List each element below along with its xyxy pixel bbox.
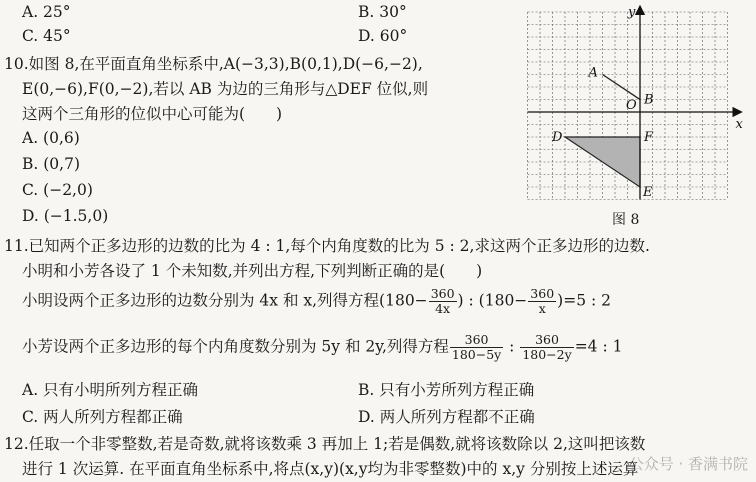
figure-caption: 图 8 <box>612 212 640 228</box>
q12-stem-line1: 12.任取一个非零整数,若是奇数,就将该数乘 3 再加上 1;若是偶数,就将该数除以 2,这叫把该数 <box>4 435 646 453</box>
fraction-360-over-x <box>528 287 556 316</box>
fraction-360-over-4x <box>429 287 457 316</box>
fraction-numerator: 360 <box>530 286 555 301</box>
q11-option-c: C. 两人所列方程都正确 <box>22 408 183 426</box>
label-point-e: E <box>643 185 653 200</box>
xiaofang-suffix: =4 : 1 <box>574 337 623 356</box>
xiaoming-mid: ) : (180− <box>457 291 528 310</box>
xiaoming-equation <box>22 287 611 316</box>
figure-8 <box>505 0 745 232</box>
watermark: 公众号 · 香满书院 <box>628 455 748 473</box>
xiaoming-suffix: )=5 : 2 <box>557 291 611 310</box>
q10-option-d: D. (−1.5,0) <box>22 207 109 225</box>
fraction-denominator: 180−2y <box>522 347 572 362</box>
q10-stem-line2: E(0,−6),F(0,−2),若以 AB 为边的三角形与△DEF 位似,则 <box>22 80 429 98</box>
fraction-denominator: 4x <box>435 301 451 316</box>
fraction-denominator: 180−5y <box>451 347 502 362</box>
q10-option-a: A. (0,6) <box>22 129 80 147</box>
q9-option-a: A. 25° <box>22 3 71 21</box>
fraction-numerator: 360 <box>430 286 455 301</box>
q12-stem-line2: 进行 1 次运算. 在平面直角坐标系中,将点(x,y)(x,y均为非零整数)中的 x,y 分别按上述运算 <box>22 460 639 478</box>
q10-option-b: B. (0,7) <box>22 155 80 173</box>
label-x: x <box>735 117 743 132</box>
q11-stem-line1: 11.已知两个正多边形的边数的比为 4 : 1,每个内角度数的比为 5 : 2,求这两个正多边形的边数. <box>4 237 650 255</box>
xiaoming-prefix: 小明设两个正多边形的边数分别为 4x 和 x,列得方程(180− <box>22 291 428 310</box>
xiaofang-prefix: 小芳设两个正多边形的每个内角度数分别为 5y 和 2y,列得方程 <box>22 337 449 356</box>
q10-stem-line1: 10.如图 8,在平面直角坐标系中,A(−3,3),B(0,1),D(−6,−2), <box>4 55 423 73</box>
q9-option-d: D. 60° <box>358 27 408 45</box>
fraction-numerator: 360 <box>520 333 573 348</box>
fraction-360-over-180-5y <box>450 333 503 362</box>
label-point-b: B <box>644 92 654 108</box>
q10-stem-line3: 这两个三角形的位似中心可能为( ) <box>22 105 283 123</box>
label-origin: O <box>626 98 637 113</box>
label-point-d: D <box>552 130 563 145</box>
q9-option-b: B. 30° <box>358 3 407 21</box>
fraction-360-over-180-2y <box>520 333 573 362</box>
fraction-denominator: x <box>538 301 546 316</box>
q11-stem-line2: 小明和小芳各设了 1 个未知数,并列出方程,下列判断正确的是( ) <box>22 262 483 280</box>
q9-option-c: C. 45° <box>22 27 71 45</box>
xiaofang-equation <box>22 333 622 362</box>
fraction-numerator: 360 <box>450 333 503 348</box>
label-y: y <box>628 5 636 20</box>
coordinate-grid-figure <box>505 0 745 232</box>
q11-option-b: B. 只有小芳所列方程正确 <box>358 381 535 399</box>
label-point-f: F <box>644 130 654 145</box>
q10-option-c: C. (−2,0) <box>22 181 93 199</box>
label-point-a: A <box>588 65 598 81</box>
q11-option-d: D. 两人所列方程都不正确 <box>358 408 535 426</box>
xiaofang-mid: : <box>504 337 520 356</box>
q11-option-a: A. 只有小明所列方程正确 <box>22 381 199 399</box>
